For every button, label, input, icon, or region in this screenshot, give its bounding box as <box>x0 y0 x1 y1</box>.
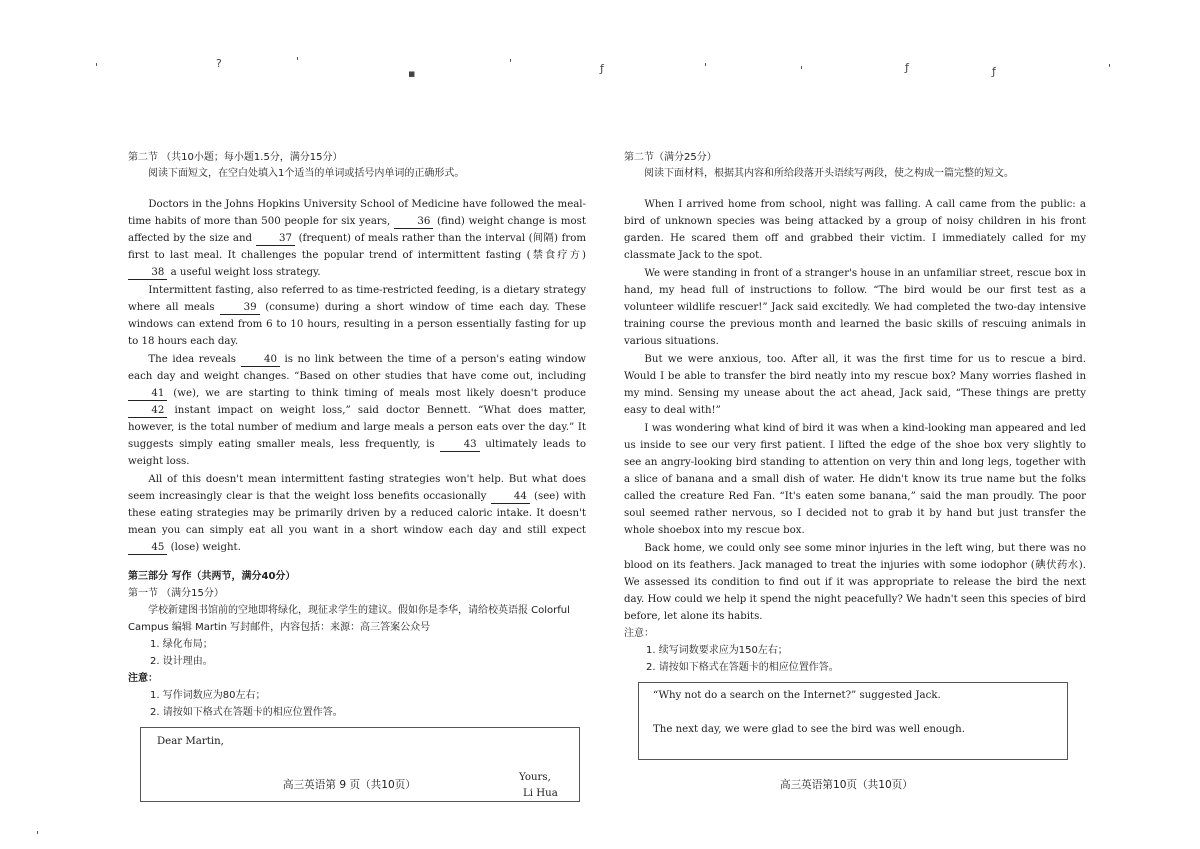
cloze-text: (see) with these eating strategies may be primarily driven by a reduced caloric intake. It doesn't mean you can simply eat all you want in a short window each day and still expect <box>128 491 586 536</box>
story-paragraph: We were standing in front of a stranger's house in an unfamiliar street, rescue box in hand, my head full of instructions to follow. “The bird would be our first test as a volunteer wildlife rescuer!” Jack said excitedly. We had completed the two-day intensive training course the previous month and learned the basic skills of rescuing animals in various situations. <box>624 268 1086 347</box>
notice-item: 2. 请按如下格式在答题卡的相应位置作答。 <box>150 707 343 718</box>
cloze-text: is no link between the time of a person's eating window each day and weight changes. “Based on other studies that have come out, including <box>128 354 586 382</box>
notice-list <box>128 687 586 721</box>
notice-list <box>624 642 1086 676</box>
page-footer-right: 高三英语第10页（共10页） <box>780 779 913 791</box>
cloze-paragraph <box>128 471 586 556</box>
story-passage <box>624 196 1086 625</box>
cloze-blank[interactable]: 37 <box>256 233 295 246</box>
notice-label: 注意： <box>128 673 158 684</box>
cloze-passage <box>128 196 586 556</box>
paragraph1-opener: “Why not do a search on the Internet?” suggested Jack. <box>653 690 941 701</box>
scan-mark: ' <box>800 64 804 77</box>
cloze-blank[interactable]: 38 <box>128 267 167 280</box>
cloze-text: (frequent) of meals rather than the interval (间隔) from first to last meal. It challenges the popular trend of intermittent fasting (禁食疗方) <box>128 233 587 261</box>
letter-closing <box>519 770 558 802</box>
page-footer-left: 高三英语第 9 页（共10页） <box>283 779 416 791</box>
cloze-blank[interactable]: 39 <box>220 302 259 315</box>
story-paragraph: But we were anxious, too. After all, it was the first time for us to rescue a bird. Would I be able to transfer the bird neatly into my rescue box? Many worries flashed in my mind. Sensing my unease about the act ahead, Jack said, “These things are pretty easy to deal with!” <box>624 354 1086 416</box>
story-paragraph: When I arrived home from school, night was falling. A call came from the public: a bird of unknown species was being attacked by a group of noisy children in his front garden. He scared them off and grabbed their victim. I immediately called for my classmate Jack to the spot. <box>624 199 1086 261</box>
right-page <box>624 150 1086 760</box>
scan-mark: ' <box>296 55 300 68</box>
cloze-paragraph <box>128 196 586 281</box>
notice-item: 2. 请按如下格式在答题卡的相应位置作答。 <box>646 662 839 673</box>
left-page <box>128 150 586 802</box>
scan-mark: ƒ <box>905 61 909 74</box>
notice-item: 1. 续写词数要求应为150左右； <box>646 645 788 656</box>
scan-mark: ▪ <box>408 67 416 80</box>
cloze-paragraph <box>128 351 586 470</box>
paragraph2-opener: The next day, we were glad to see the bird was well enough. <box>653 724 965 735</box>
continuation-title: 第二节（满分25分） <box>624 152 717 163</box>
section2-instruction: 阅读下面短文，在空白处填入1个适当的单词或括号内单词的正确形式。 <box>148 168 465 179</box>
section2-title: 第二节 （共10小题；每小题1.5分，满分15分） <box>128 152 343 163</box>
cloze-text: a useful weight loss strategy. <box>167 267 321 278</box>
cloze-blank[interactable]: 41 <box>128 388 167 401</box>
scan-mark: ' <box>704 61 708 74</box>
letter-salutation: Dear Martin, <box>157 736 224 747</box>
scan-mark: ƒ <box>992 65 996 78</box>
cloze-text: (find) weight change is most affected by the size and <box>128 216 586 244</box>
cloze-text: (we), we are starting to think timing of meals most likely doesn't produce <box>167 388 586 399</box>
part3-section1: 第一节 （满分15分） <box>128 588 224 599</box>
scan-mark: ' <box>1108 62 1112 75</box>
writing-part <box>128 568 586 802</box>
cloze-text: (lose) weight. <box>167 542 241 553</box>
story-paragraph: Back home, we could only see some minor injuries in the left wing, but there was no blood on its feathers. Jack managed to treat the injuries with some iodophor (碘伏药水). We assessed its condition to find out if it was appropriate to release the bird the next day. How could we help it spend the night peacefully? We hadn't seen this species of bird before, let alone its habits. <box>624 543 1086 622</box>
scan-mark: ' <box>36 829 40 842</box>
cloze-text: Doctors in the Johns Hopkins University School of Medicine have followed the meal-time habits of more than 500 people for six years, <box>128 199 586 227</box>
cloze-blank[interactable]: 36 <box>394 216 433 229</box>
part3-title: 第三部分 写作（共两节，满分40分） <box>128 571 296 582</box>
continuation-format-box <box>638 682 1068 760</box>
part3-point: 1. 绿化布局； <box>150 639 213 650</box>
cloze-paragraph <box>128 282 586 350</box>
notice-label: 注意： <box>624 628 654 639</box>
cloze-text: The idea reveals <box>148 354 241 365</box>
cloze-blank[interactable]: 42 <box>128 405 167 418</box>
cloze-blank[interactable]: 44 <box>491 491 530 504</box>
story-paragraph: I was wondering what kind of bird it was when a kind-looking man appeared and led us inside to see our very first patient. I lifted the edge of the shoe box very slightly to see an angry-looking bird standing to attention on very thin and long legs, together with a slice of banana and a small dish of water. He didn't know its true name but the folks called the creature Red Fan. “It's eaten some banana,” said the man proudly. The poor soul seemed rather nervous, so I decided not to grab it by hand but just transfer the whole shoebox into my rescue box. <box>624 423 1086 536</box>
cloze-blank[interactable]: 45 <box>128 542 167 555</box>
scan-mark: ' <box>95 61 99 74</box>
part3-points <box>128 636 586 670</box>
scan-mark: ? <box>216 57 222 70</box>
cloze-blank[interactable]: 40 <box>241 354 280 367</box>
cloze-text: ultimately leads to weight loss. <box>128 439 586 467</box>
continuation-instruction: 阅读下面材料，根据其内容和所给段落开头语续写两段，使之构成一篇完整的短文。 <box>644 168 1014 179</box>
part3-prompt: 学校新建图书馆前的空地即将绿化，现征求学生的建议。假如你是李华，请给校英语报 Colorful Campus 编辑 Martin 写封邮件，内容包括：来源：高三答案公众号 <box>128 605 570 633</box>
part3-point: 2. 设计理由。 <box>150 656 213 667</box>
cloze-text: instant impact on weight loss,” said doctor Bennett. “What does matter, however, is the total number of medium and large meals a person eats over the day.” It suggests simply eating smaller meals, less frequently, is <box>128 405 586 450</box>
cloze-text: All of this doesn't mean intermittent fasting strategies won't help. But what does seem increasingly clear is that the weight loss benefits occasionally <box>128 474 586 502</box>
letter-yours: Yours, <box>519 772 551 783</box>
scan-mark: ƒ <box>600 62 604 75</box>
cloze-blank[interactable]: 43 <box>440 439 479 452</box>
cloze-text: Intermittent fasting, also referred to as time-restricted feeding, is a dietary strategy where all meals <box>128 285 586 313</box>
cloze-text: (consume) during a short window of time each day. These windows can extend from 6 to 10 hours, resulting in a person essentially fasting for up to 18 hours each day. <box>128 302 586 347</box>
scan-mark: ' <box>509 57 513 70</box>
notice-item: 1. 写作词数应为80左右； <box>150 690 266 701</box>
letter-signature: Li Hua <box>523 788 558 799</box>
